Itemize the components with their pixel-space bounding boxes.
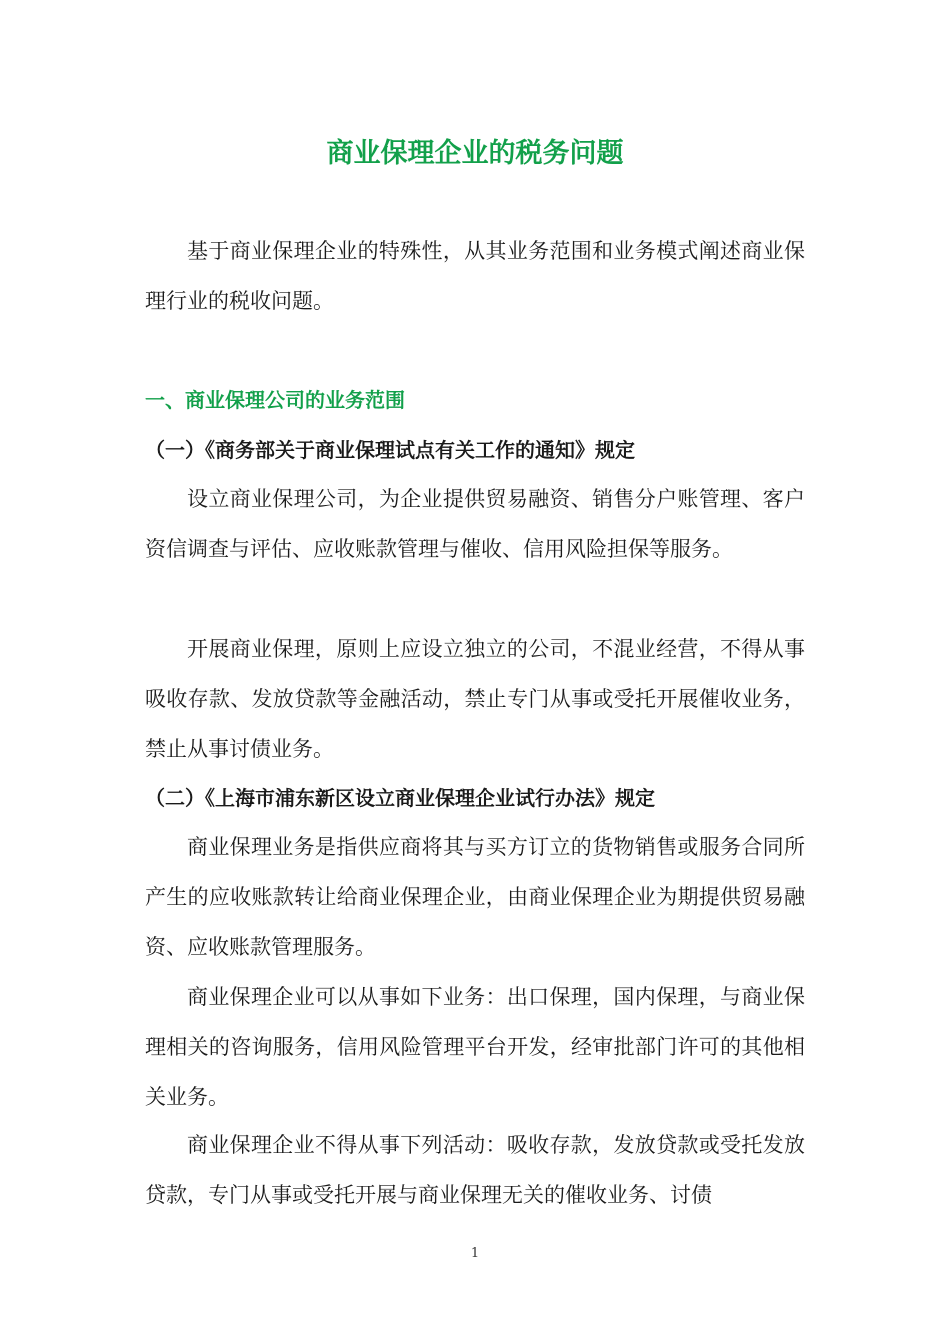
- page-number: 1: [470, 1246, 480, 1261]
- subsection-2-heading: （二）《上海市浦东新区设立商业保理企业试行办法》规定: [145, 786, 655, 810]
- subsection-2-paragraph-3: 商业保理企业不得从事下列活动：吸收存款，发放贷款或受托发放贷款，专门从事或受托开展与商业保理无关的催收业务、讨债: [145, 1133, 805, 1207]
- document-title: 商业保理企业的税务问题: [326, 138, 624, 169]
- subsection-1-paragraph-1: 设立商业保理公司，为企业提供贸易融资、销售分户账管理、客户资信调查与评估、应收账款管理与催收、信用风险担保等服务。: [145, 487, 805, 561]
- section-1-heading: 一、商业保理公司的业务范围: [145, 388, 405, 412]
- subsection-1-paragraph-2: 开展商业保理，原则上应设立独立的公司，不混业经营，不得从事吸收存款、发放贷款等金融活动，禁止专门从事或受托开展催收业务，禁止从事讨债业务。: [145, 637, 805, 761]
- subsection-2-paragraph-2: 商业保理企业可以从事如下业务：出口保理，国内保理，与商业保理相关的咨询服务，信用风险管理平台开发，经审批部门许可的其他相关业务。: [145, 985, 805, 1109]
- subsection-2-paragraph-1: 商业保理业务是指供应商将其与买方订立的货物销售或服务合同所产生的应收账款转让给商业保理企业，由商业保理企业为期提供贸易融资、应收账款管理服务。: [145, 835, 805, 959]
- intro-paragraph: 基于商业保理企业的特殊性，从其业务范围和业务模式阐述商业保理行业的税收问题。: [145, 239, 805, 313]
- subsection-1-heading: （一）《商务部关于商业保理试点有关工作的通知》规定: [145, 438, 635, 462]
